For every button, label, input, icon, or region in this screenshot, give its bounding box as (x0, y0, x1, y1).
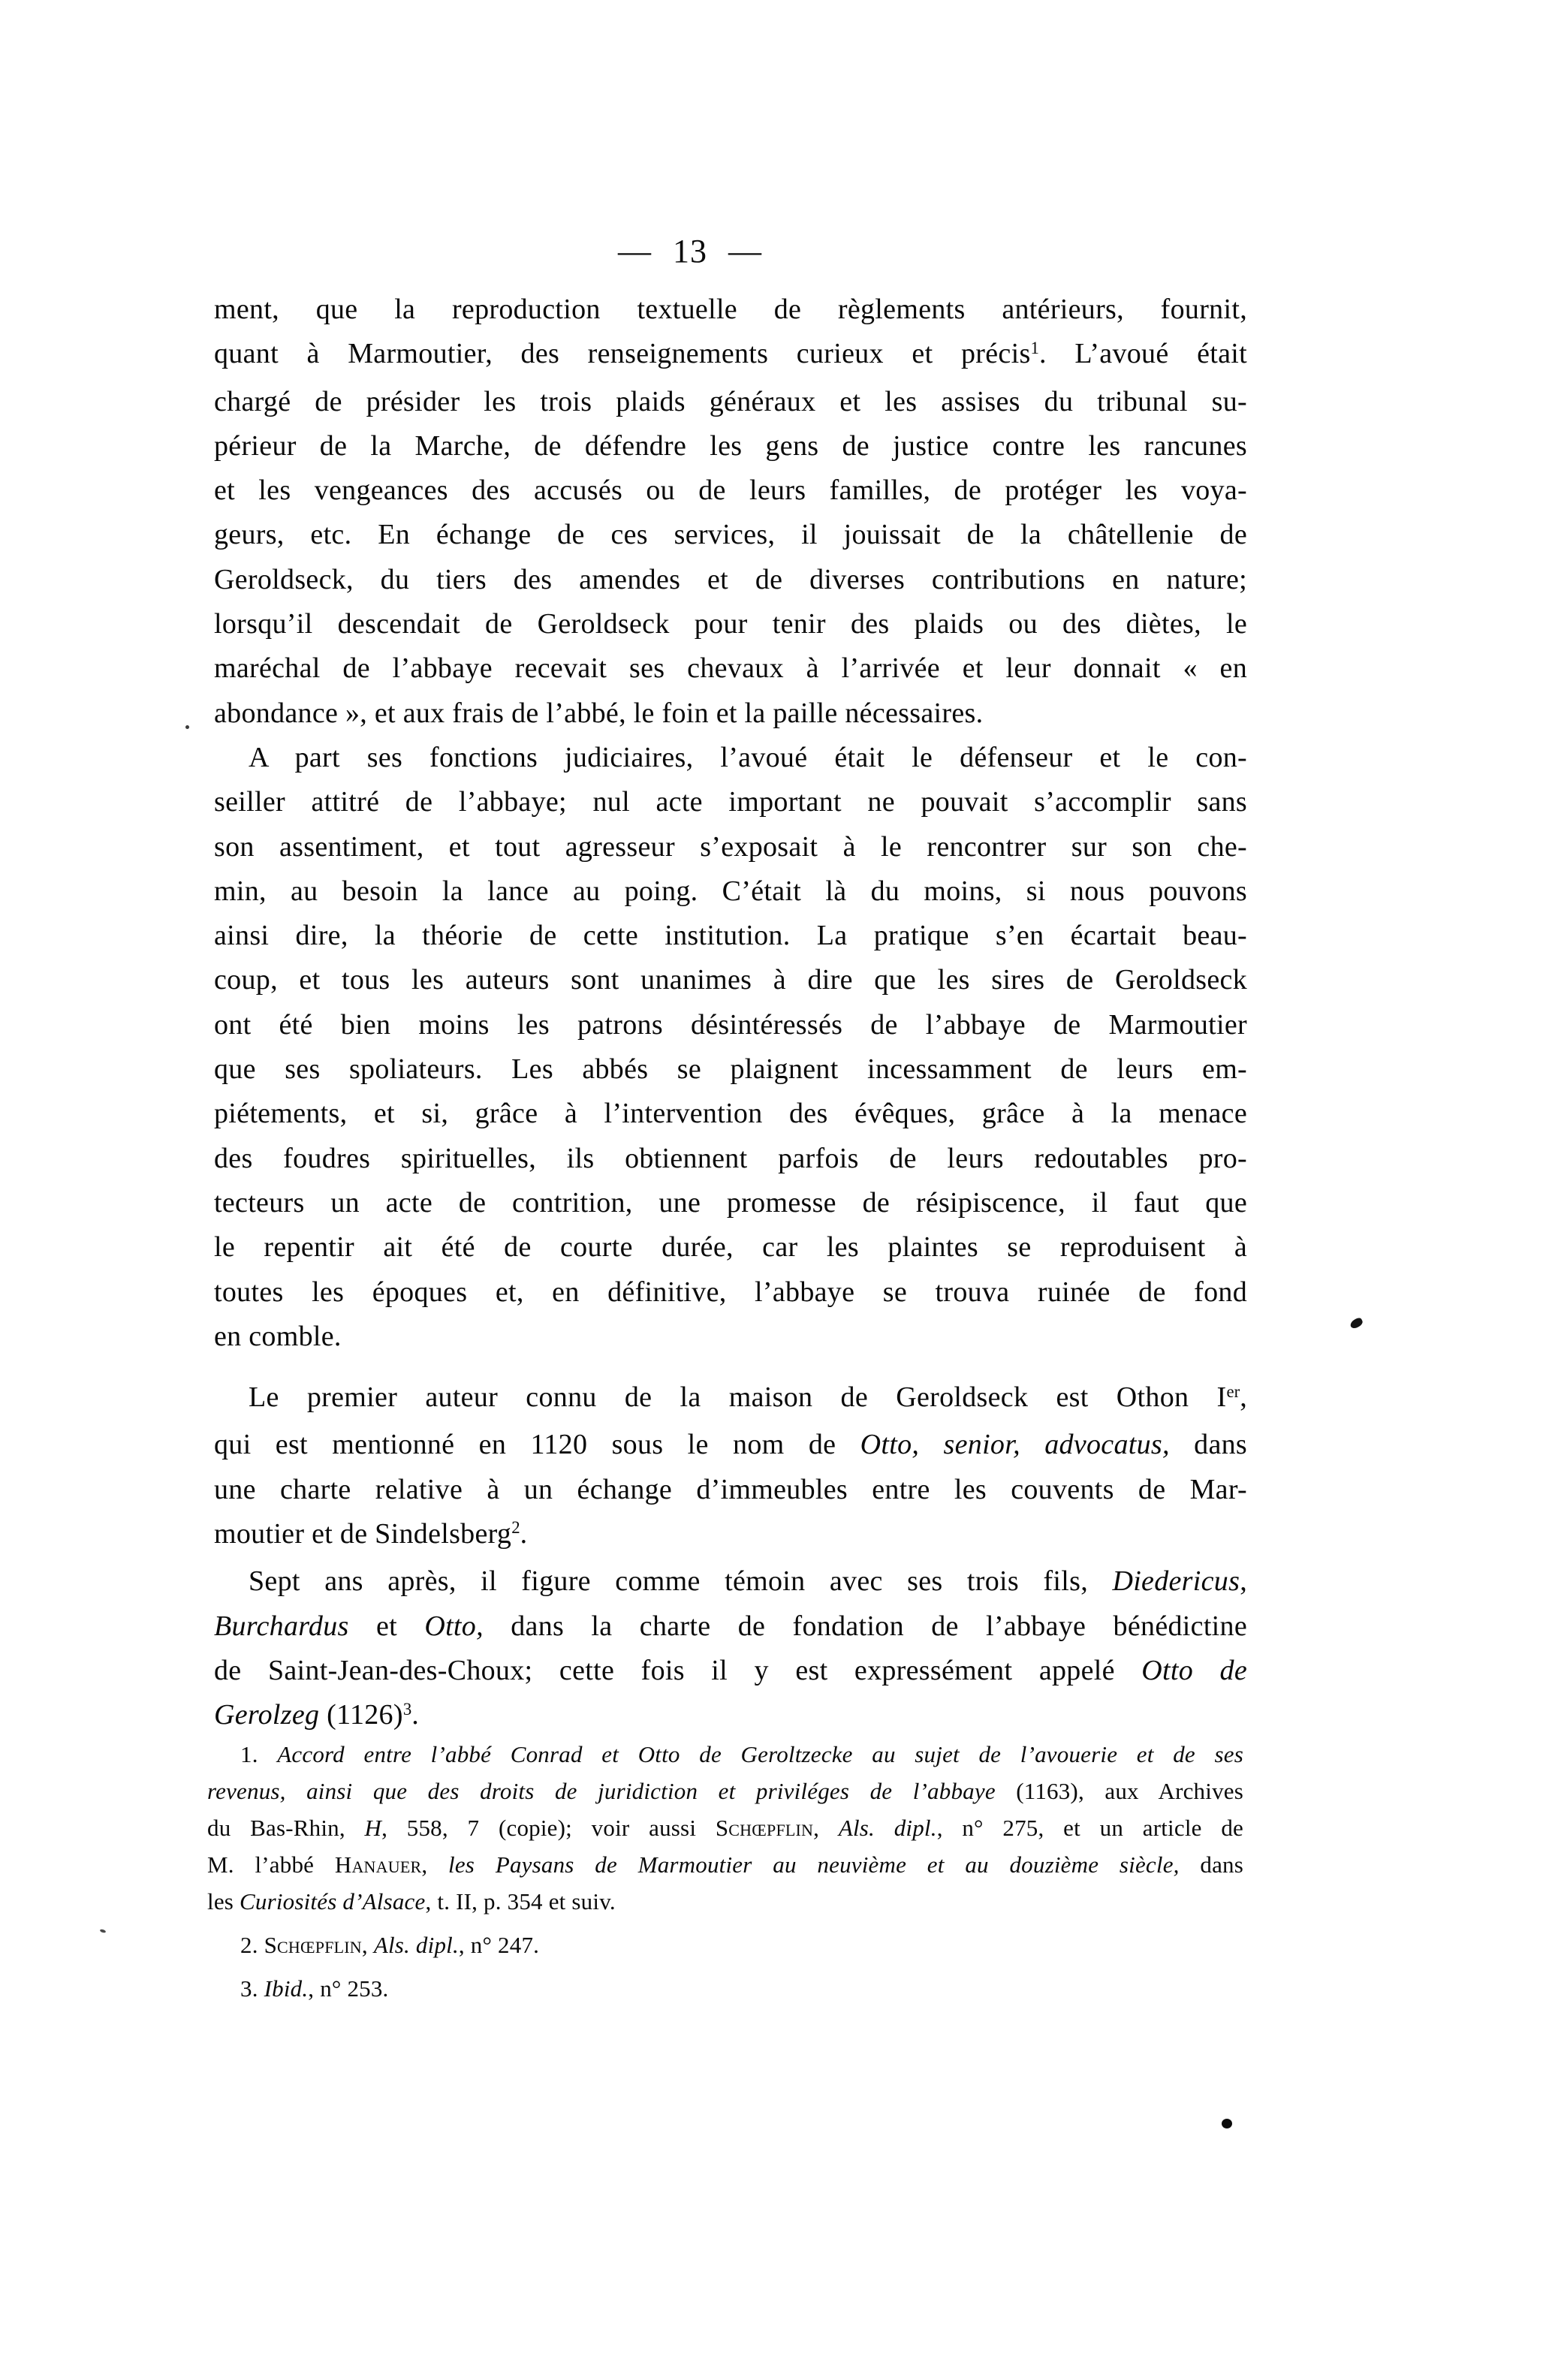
text-segment: Hanauer (334, 1851, 422, 1878)
text-segment: seiller attitré de l’abbaye; nul acte important ne pouvait s’accomplir sans (214, 786, 1247, 818)
text-segment: . L’avoué était (1038, 338, 1247, 370)
text-segment: une charte relative à un échange d’immeubles entre les couvents de Mar- (214, 1473, 1247, 1505)
text-segment: , (1240, 1565, 1247, 1598)
text-line (214, 1649, 1247, 1693)
text-line (214, 958, 1247, 1002)
text-segment: . (520, 1518, 528, 1550)
text-line (214, 424, 1247, 468)
text-segment: Sept ans après, il figure comme témoin avec ses trois fils, (249, 1565, 1113, 1598)
text-segment: des foudres spirituelles, ils obtiennent parfois de leurs redoutables pro- (214, 1142, 1247, 1174)
text-segment: Otto, senior, advocatus, (860, 1429, 1170, 1461)
text-line (214, 1693, 1247, 1740)
text-segment: dans la charte de fondation de l’abbaye bénédictine (483, 1610, 1247, 1642)
text-line (214, 914, 1247, 958)
text-segment: Curiosités d’Alsace (240, 1888, 426, 1915)
text-segment: dans (1169, 1429, 1247, 1461)
text-line (207, 1809, 1243, 1846)
page-number-dash-right: — (728, 233, 762, 270)
text-segment: tecteurs un acte de contrition, une promesse de résipiscence, il faut que (214, 1186, 1247, 1219)
text-segment: , n° 247. (458, 1932, 540, 1958)
text-line (214, 825, 1247, 869)
footnotes (207, 1736, 1243, 2007)
text-line (214, 602, 1247, 646)
text-segment: revenus, ainsi que des droits de juridiction et priviléges de l’abbaye (207, 1778, 996, 1804)
footnote (207, 1970, 1243, 2007)
text-segment: de Saint-Jean-des-Choux; cette fois il y est expressément appelé (214, 1654, 1142, 1686)
text-line (214, 1375, 1247, 1423)
text-segment: quant à Marmoutier, des renseignements curieux et précis (214, 338, 1031, 370)
text-line (214, 1423, 1247, 1467)
ink-speck (185, 725, 189, 729)
text-segment: chargé de présider les trois plaids généraux et les assises du tribunal su- (214, 385, 1247, 417)
text-line (207, 1846, 1243, 1883)
text-line (214, 691, 1247, 736)
page-number (618, 233, 762, 270)
text-segment: , n° 275, et un article de (936, 1815, 1243, 1841)
footnote (207, 1736, 1243, 1920)
text-line (214, 1559, 1247, 1604)
text-segment: Burchardus (214, 1610, 349, 1642)
text-segment: les (207, 1888, 240, 1915)
text-line (214, 288, 1247, 332)
ink-speck (1222, 2119, 1232, 2128)
text-segment: Geroldseck, du tiers des amendes et de diverses contributions en nature; (214, 563, 1247, 595)
text-segment: min, au besoin la lance au poing. C’était là du moins, si nous pouvons (214, 875, 1247, 907)
text-segment: , (361, 1932, 374, 1958)
text-line (214, 1315, 1247, 1359)
text-line (214, 1270, 1247, 1315)
text-line (214, 1604, 1247, 1649)
text-segment: qui est mentionné en 1120 sous le nom de (214, 1429, 860, 1461)
text-segment: , t. II, p. 354 et suiv. (425, 1888, 616, 1915)
text-segment: moutier et de Sindelsberg (214, 1518, 512, 1550)
text-segment: Schœpflin (715, 1815, 814, 1841)
text-segment: ment, que la reproduction textuelle de règlements antérieurs, fournit, (214, 294, 1247, 325)
text-segment: A part ses fonctions judiciaires, l’avoué était le défenseur et le con- (249, 741, 1247, 773)
text-line (207, 1970, 1243, 2007)
text-segment: ainsi dire, la théorie de cette institution. La pratique s’en écartait beau- (214, 920, 1247, 952)
text-segment: ont été bien moins les patrons désintéressés de l’abbaye de Marmoutier (214, 1008, 1247, 1041)
text-segment: et (348, 1610, 425, 1642)
text-segment: Ibid. (264, 1975, 309, 2002)
text-line (214, 736, 1247, 780)
text-segment: . (411, 1699, 420, 1731)
text-line (214, 1003, 1247, 1047)
text-segment: le repentir ait été de courte durée, car les plaintes se reproduisent à (214, 1231, 1247, 1264)
text-line (214, 513, 1247, 557)
footnote-marker: er (1226, 1381, 1240, 1401)
text-line (214, 869, 1247, 914)
footnote-marker: 3 (402, 1699, 412, 1719)
page-number-value: 13 (673, 233, 707, 270)
text-segment: périeur de la Marche, de défendre les gens de justice contre les rancunes (214, 429, 1247, 462)
text-segment: , (813, 1815, 839, 1841)
text-segment: Otto de (1141, 1654, 1247, 1686)
text-segment: dans (1179, 1851, 1243, 1878)
text-line (214, 646, 1247, 691)
paragraph (214, 1559, 1247, 1740)
text-segment: , (421, 1851, 449, 1878)
text-segment: Als. dipl. (373, 1932, 459, 1958)
text-segment: les Paysans de Marmoutier au neuvième et au douzième siècle, (448, 1851, 1180, 1878)
text-line (207, 1736, 1243, 1773)
text-segment: 3. (240, 1975, 264, 2002)
text-segment: coup, et tous les auteurs sont unanimes à dire que les sires de Geroldseck (214, 964, 1247, 996)
text-segment: Als. dipl. (838, 1815, 937, 1841)
text-line (214, 1512, 1247, 1559)
text-segment: (1163), aux Archives (995, 1778, 1243, 1804)
text-segment: lorsqu’il descendait de Geroldseck pour tenir des plaids ou des diètes, le (214, 608, 1247, 640)
ink-speck (1349, 1317, 1364, 1330)
footnote (207, 1927, 1243, 1963)
text-segment: 1. (240, 1741, 278, 1767)
text-line (207, 1883, 1243, 1920)
text-line (214, 1468, 1247, 1512)
footnote-marker: 2 (511, 1518, 520, 1538)
text-line (214, 1137, 1247, 1181)
text-line (207, 1773, 1243, 1809)
text-segment: en comble. (214, 1320, 342, 1352)
text-segment: , n° 253. (308, 1975, 389, 2002)
text-segment: son assentiment, et tout agresseur s’exposait à le rencontrer sur son che- (214, 830, 1247, 863)
text-segment: toutes les époques et, en définitive, l’abbaye se trouva ruinée de fond (214, 1276, 1247, 1308)
text-segment: (1126) (319, 1699, 403, 1731)
text-segment: abondance », et aux frais de l’abbé, le foin et la paille nécessaires. (214, 697, 984, 729)
text-segment: Accord entre l’abbé Conrad et Otto de Geroltzecke au sujet de l’avouerie et de ses (277, 1741, 1243, 1767)
text-segment: du Bas-Rhin, (207, 1815, 365, 1841)
text-segment: Schœpflin (264, 1932, 362, 1958)
text-line (214, 1092, 1247, 1136)
text-line (214, 380, 1247, 424)
text-line (214, 1225, 1247, 1270)
footnote-marker: 1 (1030, 338, 1039, 357)
paragraph (214, 1375, 1247, 1559)
text-line (207, 1927, 1243, 1963)
text-line (214, 1181, 1247, 1225)
text-segment: maréchal de l’abbaye recevait ses chevaux à l’arrivée et leur donnait « en (214, 652, 1247, 685)
text-line (214, 1047, 1247, 1092)
text-segment: Gerolzeg (214, 1699, 320, 1731)
text-segment: geurs, etc. En échange de ces services, il jouissait de la châtellenie de (214, 519, 1247, 551)
text-segment: Diedericus (1112, 1565, 1240, 1598)
text-segment: Otto, (424, 1610, 484, 1642)
text-segment: , (1240, 1381, 1247, 1414)
text-line (214, 780, 1247, 824)
text-line (214, 468, 1247, 513)
text-segment: piétements, et si, grâce à l’intervention des évêques, grâce à la menace (214, 1098, 1247, 1130)
page-number-dash-left: — (618, 233, 652, 270)
paragraph (214, 288, 1247, 736)
text-segment: H (364, 1815, 382, 1841)
text-segment: Le premier auteur connu de la maison de Geroldseck est Othon I (249, 1381, 1227, 1414)
text-segment: M. l’abbé (207, 1851, 335, 1878)
text-segment: 2. (240, 1932, 264, 1958)
paragraph (214, 736, 1247, 1359)
text-segment: et les vengeances des accusés ou de leurs familles, de protéger les voya- (214, 474, 1247, 507)
text-line (214, 332, 1247, 379)
text-segment: que ses spoliateurs. Les abbés se plaignent incessamment de leurs em- (214, 1053, 1247, 1086)
text-segment: , 558, 7 (copie); voir aussi (381, 1815, 716, 1841)
ink-speck (100, 1929, 107, 1933)
text-line (214, 558, 1247, 602)
body-text (214, 288, 1247, 1741)
